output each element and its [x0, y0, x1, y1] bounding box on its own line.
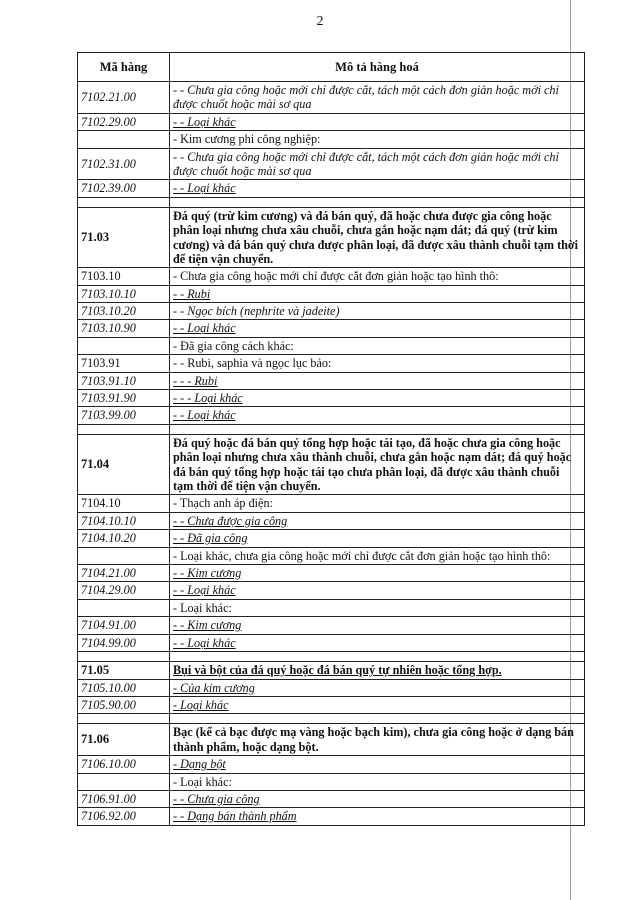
table-header-row — [78, 53, 585, 82]
hs-code-cell: 7106.91.00 — [78, 790, 170, 807]
hs-code-cell: 7102.31.00 — [78, 148, 170, 180]
table-row — [78, 180, 585, 197]
description-cell: - - Rubi, saphia và ngọc lục bảo: — [170, 355, 585, 372]
table-row — [78, 303, 585, 320]
description-cell: - - Ngọc bích (nephrite và jadeite) — [170, 303, 585, 320]
header-code: Mã hàng — [78, 53, 170, 82]
table-row — [78, 547, 585, 564]
table-row — [78, 495, 585, 512]
description-cell: - - Chưa được gia công — [170, 512, 585, 529]
spacer-row — [78, 197, 585, 207]
description-cell: Bụi và bột của đá quý hoặc đá bán quý tự nhiên hoặc tổng hợp. — [170, 661, 585, 679]
description-cell: - - Loại khác — [170, 582, 585, 599]
hs-code-cell: 7104.91.00 — [78, 617, 170, 634]
table-row — [78, 697, 585, 714]
hs-code-cell: 7103.10.90 — [78, 320, 170, 337]
hs-code-cell: 7102.21.00 — [78, 82, 170, 114]
table-row — [78, 634, 585, 651]
hs-code-cell: 71.03 — [78, 207, 170, 268]
description-cell: Đá quý hoặc đá bán quý tổng hợp hoặc tái tạo, đã hoặc chưa gia công hoặc phân loại nhưng chưa xâu thành chuỗi, chưa gắn hoặc nạm dát; đá quý hoặc đá bán quý tổng hợp hoặc tái tạo chưa phân loại, đã được xâu thành chuỗi tạm thời để tiện vận chuyển. — [170, 434, 585, 495]
table-row — [78, 773, 585, 790]
tariff-table — [77, 52, 585, 826]
hs-code-cell: 7104.10.10 — [78, 512, 170, 529]
table-row — [78, 564, 585, 581]
description-cell: - - Chưa gia công hoặc mới chỉ được cắt, tách một cách đơn giản hoặc mới chỉ được chuốt hoặc mài sơ qua — [170, 148, 585, 180]
hs-code-cell: 7106.10.00 — [78, 756, 170, 773]
description-cell: - Loại khác, chưa gia công hoặc mới chỉ được cắt đơn giản hoặc tạo hình thô: — [170, 547, 585, 564]
description-cell: - - Loại khác — [170, 113, 585, 130]
hs-code-cell: 7105.90.00 — [78, 697, 170, 714]
hs-code-cell — [78, 599, 170, 616]
hs-code-cell: 71.04 — [78, 434, 170, 495]
hs-code-cell: 7104.21.00 — [78, 564, 170, 581]
spacer-row — [78, 424, 585, 434]
description-cell: - - - Loại khác — [170, 390, 585, 407]
description-cell: - Kim cương phi công nghiệp: — [170, 131, 585, 148]
hs-code-cell — [78, 197, 170, 207]
table-row — [78, 131, 585, 148]
hs-code-cell: 7105.10.00 — [78, 679, 170, 696]
description-cell: - - Dạng bán thành phẩm — [170, 808, 585, 825]
heading-row — [78, 434, 585, 495]
table-row — [78, 285, 585, 302]
table-row — [78, 756, 585, 773]
description-cell: - - Kim cương — [170, 617, 585, 634]
description-cell: - - Loại khác — [170, 407, 585, 424]
table-row — [78, 320, 585, 337]
page-number: 2 — [316, 14, 324, 29]
table-row — [78, 113, 585, 130]
table-row — [78, 599, 585, 616]
table-row — [78, 790, 585, 807]
description-cell: - - Chưa gia công hoặc mới chỉ được cắt, tách một cách đơn giản hoặc mới chỉ được chuốt hoặc mài sơ qua — [170, 82, 585, 114]
description-cell: - Của kim cương — [170, 679, 585, 696]
heading-row — [78, 724, 585, 756]
hs-code-cell: 71.06 — [78, 724, 170, 756]
hs-code-cell: 7103.91 — [78, 355, 170, 372]
description-cell — [170, 714, 585, 724]
description-cell: Bạc (kể cả bạc được mạ vàng hoặc bạch kim), chưa gia công hoặc ở dạng bán thành phẩm, hoặc dạng bột. — [170, 724, 585, 756]
hs-code-cell: 7103.91.90 — [78, 390, 170, 407]
hs-code-cell — [78, 714, 170, 724]
description-cell: - - Loại khác — [170, 634, 585, 651]
description-cell: - Loại khác: — [170, 599, 585, 616]
table-row — [78, 337, 585, 354]
hs-code-cell: 7106.92.00 — [78, 808, 170, 825]
table-row — [78, 679, 585, 696]
description-cell: Đá quý (trừ kim cương) và đá bán quý, đã hoặc chưa được gia công hoặc phân loại nhưng chưa xâu chuỗi, chưa gắn hoặc nạm dát; đá quý (trừ kim cương) và đá bán quý chưa được phân loại, đã được xâu thành chuỗi tạm thời để tiện vận chuyển. — [170, 207, 585, 268]
hs-code-cell: 7103.91.10 — [78, 372, 170, 389]
description-cell: - - Kim cương — [170, 564, 585, 581]
table-row — [78, 372, 585, 389]
hs-code-cell: 7104.99.00 — [78, 634, 170, 651]
spacer-row — [78, 651, 585, 661]
hs-code-cell: 7103.10 — [78, 268, 170, 285]
heading-row — [78, 661, 585, 679]
hs-code-cell — [78, 337, 170, 354]
description-cell: - Đã gia công cách khác: — [170, 337, 585, 354]
hs-code-cell — [78, 547, 170, 564]
hs-code-cell — [78, 773, 170, 790]
table-row — [78, 390, 585, 407]
table-row — [78, 407, 585, 424]
description-cell: - Loại khác — [170, 697, 585, 714]
hs-code-cell: 7102.39.00 — [78, 180, 170, 197]
hs-code-cell: 7103.10.10 — [78, 285, 170, 302]
spacer-row — [78, 714, 585, 724]
table-row — [78, 617, 585, 634]
table-row — [78, 582, 585, 599]
table-row — [78, 512, 585, 529]
hs-code-cell: 7103.10.20 — [78, 303, 170, 320]
hs-code-cell: 71.05 — [78, 661, 170, 679]
description-cell: - Thạch anh áp điện: — [170, 495, 585, 512]
description-cell: - - Loại khác — [170, 180, 585, 197]
description-cell: - Chưa gia công hoặc mới chỉ được cắt đơn giản hoặc tạo hình thô: — [170, 268, 585, 285]
description-cell: - - - Rubi — [170, 372, 585, 389]
description-cell: - - Đã gia công — [170, 530, 585, 547]
description-cell — [170, 197, 585, 207]
table-row — [78, 148, 585, 180]
description-cell — [170, 424, 585, 434]
table-row — [78, 530, 585, 547]
hs-code-cell — [78, 651, 170, 661]
description-cell: - Loại khác: — [170, 773, 585, 790]
table-row — [78, 355, 585, 372]
table-row — [78, 808, 585, 825]
hs-code-cell: 7102.29.00 — [78, 113, 170, 130]
table-row — [78, 268, 585, 285]
hs-code-cell — [78, 424, 170, 434]
description-cell: - Dạng bột — [170, 756, 585, 773]
description-cell: - - Rubi — [170, 285, 585, 302]
description-cell — [170, 651, 585, 661]
hs-code-cell: 7103.99.00 — [78, 407, 170, 424]
hs-code-cell: 7104.10.20 — [78, 530, 170, 547]
heading-row — [78, 207, 585, 268]
header-description: Mô tả hàng hoá — [170, 53, 585, 82]
hs-code-cell — [78, 131, 170, 148]
hs-code-cell: 7104.29.00 — [78, 582, 170, 599]
table-row — [78, 82, 585, 114]
description-cell: - - Loại khác — [170, 320, 585, 337]
description-cell: - - Chưa gia công — [170, 790, 585, 807]
hs-code-cell: 7104.10 — [78, 495, 170, 512]
